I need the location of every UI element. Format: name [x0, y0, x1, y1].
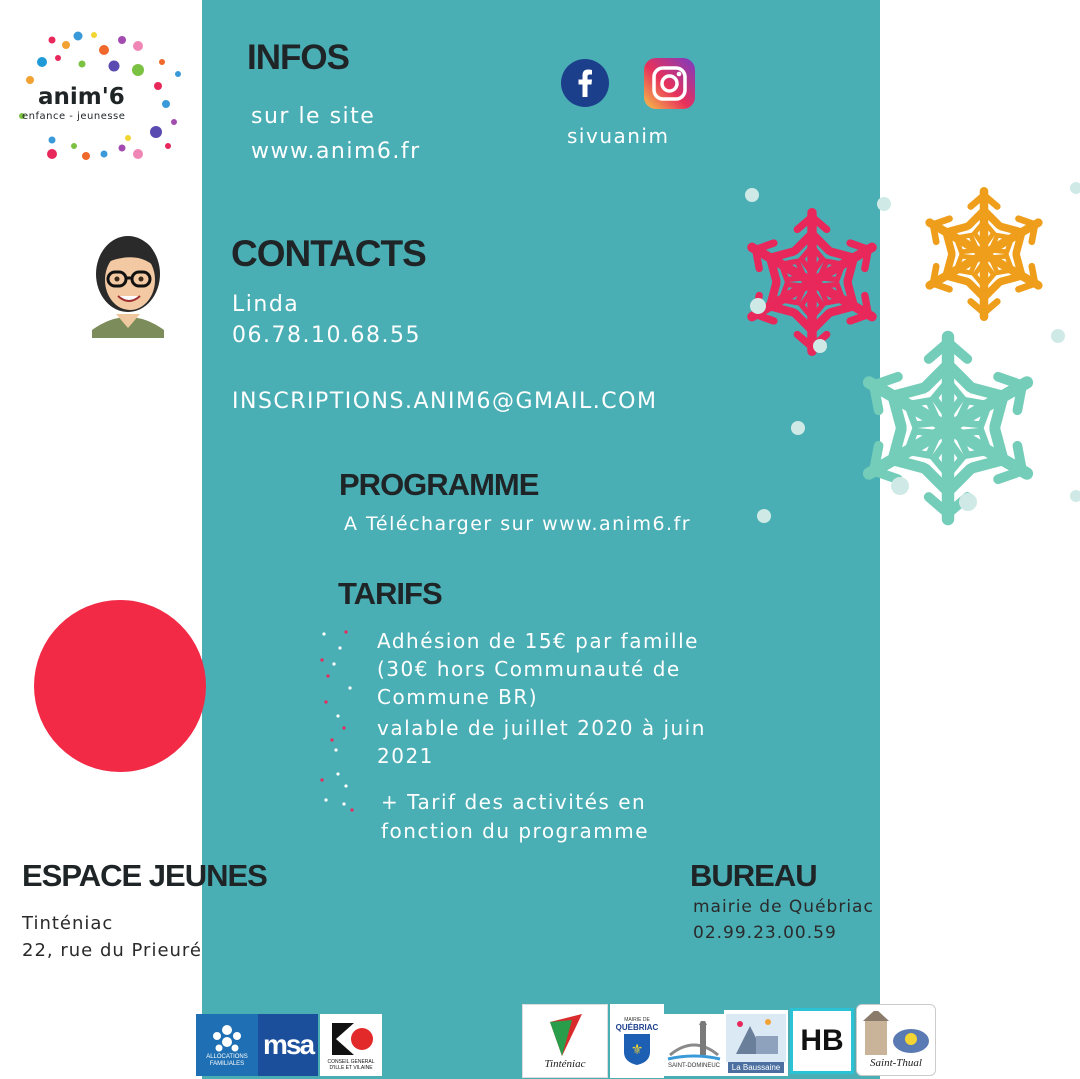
instagram-icon[interactable]	[644, 58, 695, 109]
tarif-line-1: Adhésion de 15€ par famille	[377, 629, 699, 653]
logo-tagline: enfance - jeunesse	[22, 111, 126, 122]
saint-domineuc-logo	[664, 1014, 724, 1076]
bureau-location: mairie de Québriac	[693, 897, 874, 917]
espace-address: 22, rue du Prieuré	[22, 940, 203, 961]
contact-phone[interactable]: 06.78.10.68.55	[232, 323, 421, 348]
tarif-line-3: Commune BR)	[377, 685, 539, 709]
red-circle-decoration	[34, 600, 206, 772]
logo-name: anim'6	[38, 84, 125, 110]
espace-jeunes-title: ESPACE JEUNES	[22, 858, 267, 893]
programme-text: A Télécharger sur www.anim6.fr	[344, 513, 692, 535]
infos-line1: sur le site	[251, 104, 376, 129]
avatar	[78, 218, 178, 338]
caf-label: ALLOCATIONS FAMILIALES	[206, 1054, 248, 1067]
svg-text:⚜: ⚜	[630, 1041, 644, 1058]
tarifs-title: TARIFS	[338, 576, 442, 611]
tinteniac-label: Tinténiac	[544, 1058, 586, 1070]
hb-label: HB	[800, 1024, 844, 1057]
quebriac-shield-icon	[622, 1032, 652, 1066]
msa-label: msa	[262, 1029, 314, 1060]
contacts-title: CONTACTS	[231, 233, 426, 274]
saint-domineuc-icon	[666, 1021, 722, 1063]
quebriac-logo	[610, 1004, 664, 1078]
decorative-dots	[316, 628, 360, 818]
tarif-extra-1: + Tarif des activités en	[381, 790, 647, 814]
conseil-general-logo	[320, 1014, 382, 1076]
quebriac-small-label: MAIRIE DE	[624, 1016, 650, 1023]
espace-city: Tinténiac	[22, 913, 114, 934]
saint-thual-label: Saint-Thual	[870, 1057, 922, 1069]
tinteniac-logo	[522, 1004, 608, 1078]
caf-icon	[208, 1022, 246, 1054]
saint-domineuc-label: SAINT-DOMINEUC	[667, 1063, 720, 1069]
programme-title: PROGRAMME	[339, 467, 539, 502]
la-baussaine-logo	[724, 1010, 788, 1076]
tarif-extra-2: fonction du programme	[381, 819, 650, 843]
infos-title: INFOS	[247, 38, 349, 77]
bureau-title: BUREAU	[690, 858, 817, 893]
social-handle: sivuanim	[567, 124, 670, 148]
quebriac-label: QUÉBRIAC	[615, 1022, 659, 1032]
snowflakes-decoration	[720, 170, 1080, 550]
facebook-icon[interactable]	[561, 59, 609, 107]
contact-email[interactable]: INSCRIPTIONS.ANIM6@GMAIL.COM	[232, 389, 658, 414]
tarif-line-2: (30€ hors Communauté de	[377, 657, 681, 681]
hb-logo	[790, 1008, 854, 1074]
saint-thual-icon	[861, 1011, 931, 1057]
tarif-line-4: valable de juillet 2020 à juin	[377, 716, 706, 740]
caf-logo	[196, 1014, 258, 1076]
infos-website[interactable]: www.anim6.fr	[251, 139, 421, 164]
conseil-general-icon	[326, 1019, 376, 1059]
partner-logos-right	[522, 1002, 936, 1078]
msa-logo	[258, 1014, 318, 1076]
contact-name: Linda	[232, 292, 300, 317]
partner-logos-left	[196, 1012, 382, 1076]
tinteniac-icon	[542, 1012, 588, 1058]
bureau-phone[interactable]: 02.99.23.00.59	[693, 923, 837, 943]
saint-thual-logo	[856, 1004, 936, 1076]
la-baussaine-icon	[726, 1014, 786, 1062]
conseil-general-label: CONSEIL GENERAL D'ILLE ET VILAINE	[327, 1059, 375, 1071]
la-baussaine-label: La Baussaine	[728, 1062, 784, 1073]
tarif-line-5: 2021	[377, 744, 434, 768]
